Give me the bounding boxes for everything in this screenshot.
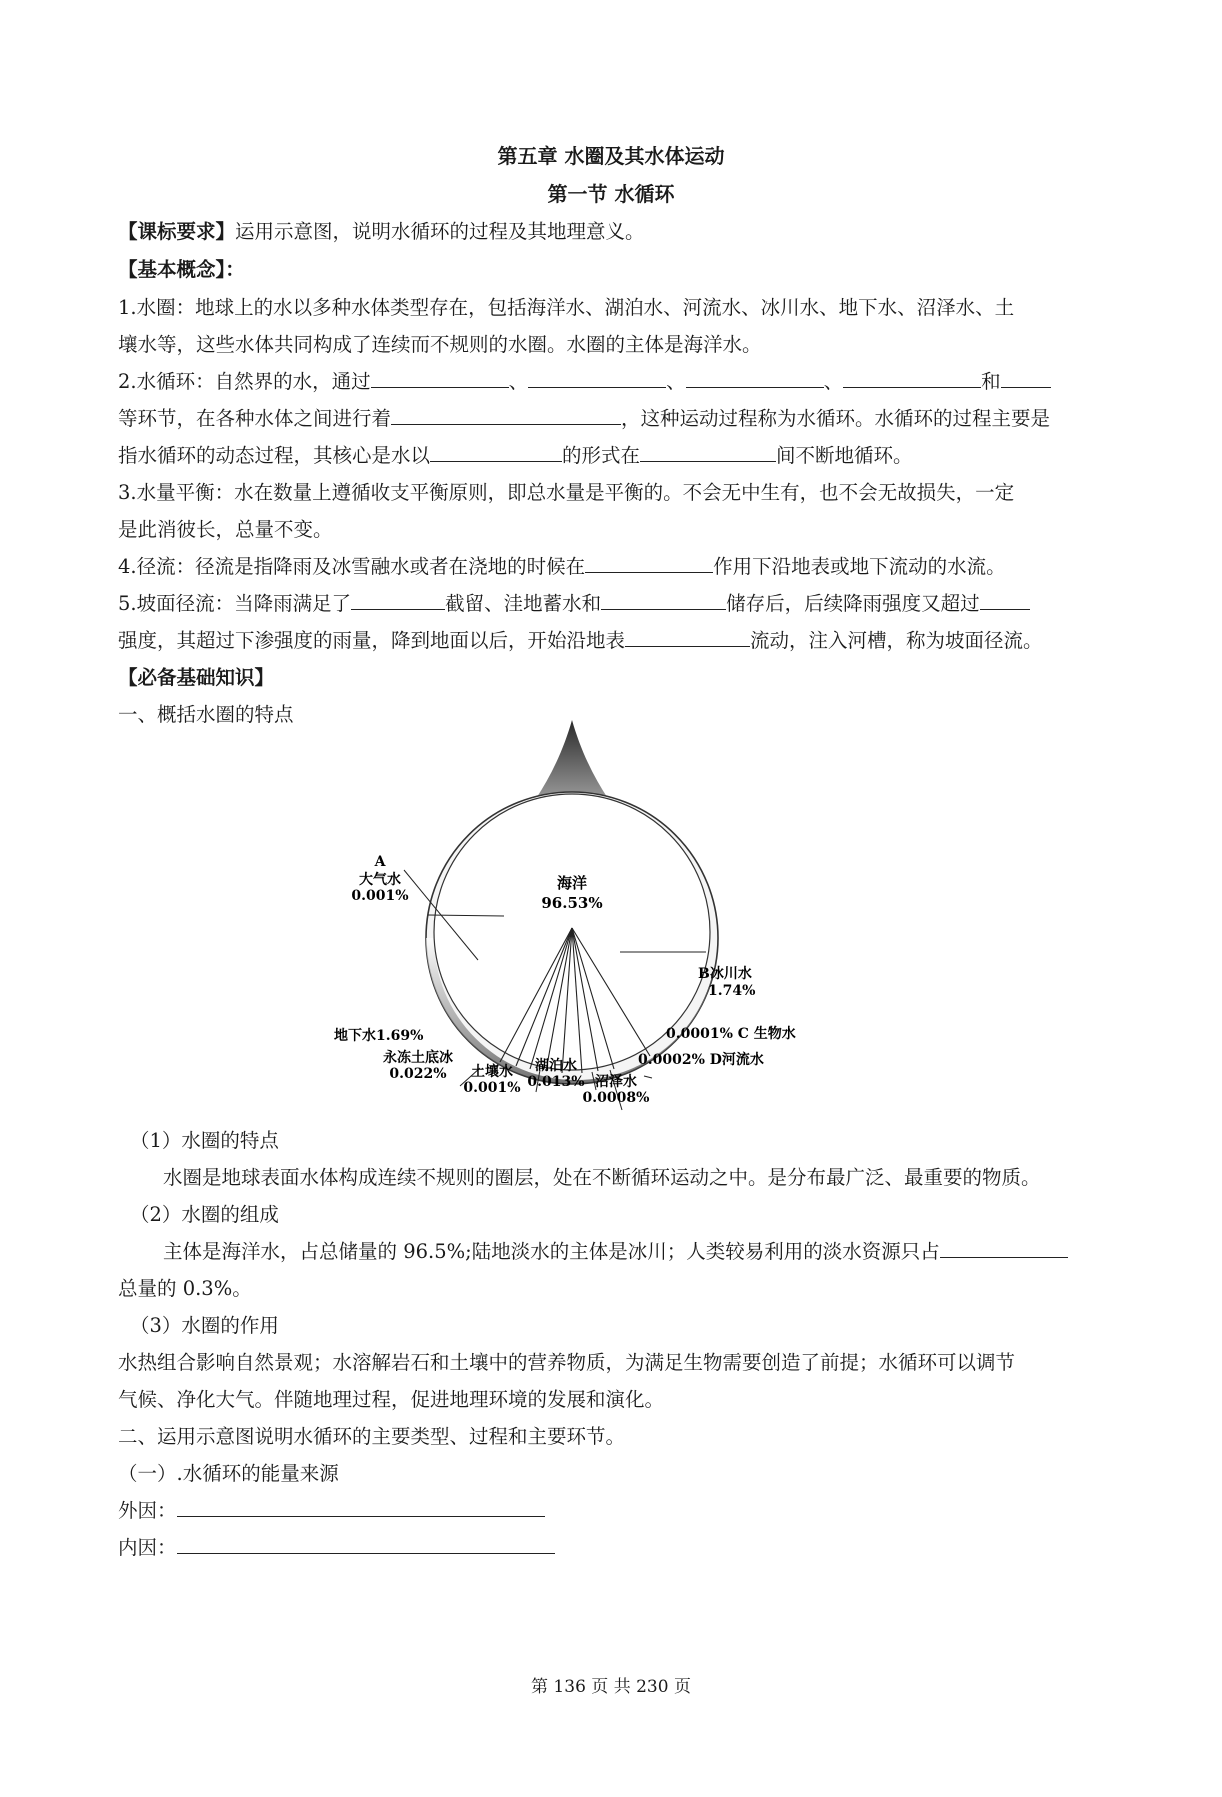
internal-cause-label: 内因： bbox=[118, 1536, 177, 1559]
permafrost-name: 永冻土底冰 bbox=[383, 1050, 453, 1066]
atmosphere-name: 大气水 bbox=[359, 872, 401, 888]
sub-2-text-line-2: 总量的 0.3%。 bbox=[118, 1277, 252, 1300]
sub-3-line-2: 气候、净化大气。伴随地理过程，促进地理环境的发展和演化。 bbox=[118, 1388, 665, 1411]
soil-value: 0.001% bbox=[463, 1080, 521, 1096]
concept-5-text: 储存后，后续降雨强度又超过 bbox=[726, 592, 980, 615]
fill-blank[interactable] bbox=[940, 1239, 1068, 1258]
sub-3-heading: （3）水圈的作用 bbox=[130, 1314, 279, 1337]
fill-blank[interactable] bbox=[601, 591, 726, 610]
requirement-label: 【课标要求】 bbox=[118, 220, 236, 243]
separator: 、 bbox=[666, 370, 686, 393]
permafrost-value: 0.022% bbox=[389, 1066, 447, 1082]
internal-cause-line bbox=[118, 1532, 555, 1560]
lake-name: 湖泊水 bbox=[535, 1058, 577, 1074]
fill-blank[interactable] bbox=[351, 591, 445, 610]
fill-blank[interactable] bbox=[391, 406, 621, 425]
basic-knowledge-label: 【必备基础知识】 bbox=[118, 666, 275, 689]
concept-2-text: 等环节，在各种水体之间进行着 bbox=[118, 407, 392, 430]
concept-2-text: ，这种运动过程称为水循环。水循环的过程主要是 bbox=[621, 407, 1051, 430]
fill-blank[interactable] bbox=[843, 369, 981, 388]
concept-3-line-1: 3.水量平衡：水在数量上遵循收支平衡原则，即总水量是平衡的。不会无中生有，也不会无故损失，一定 bbox=[118, 481, 1015, 504]
external-cause-line bbox=[118, 1495, 545, 1523]
concept-5-text: 截留、洼地蓄水和 bbox=[445, 592, 602, 615]
curriculum-requirement bbox=[118, 216, 645, 244]
part-2-heading: 二、运用示意图说明水循环的主要类型、过程和主要环节。 bbox=[118, 1425, 626, 1448]
concept-4-text: 4.径流：径流是指降雨及冰雪融水或者在浇地的时候在 bbox=[118, 555, 586, 578]
concept-4-text: 作用下沿地表或地下流动的水流。 bbox=[713, 555, 1006, 578]
concept-2-text: 间不断地循环。 bbox=[776, 444, 913, 467]
separator: 、 bbox=[823, 370, 844, 393]
biological-label: 0.0001% C 生物水 bbox=[666, 1026, 796, 1042]
concept-2-text: 2.水循环：自然界的水，通过 bbox=[118, 370, 371, 393]
fill-blank[interactable] bbox=[980, 591, 1030, 610]
concept-5-line-1 bbox=[118, 588, 1030, 616]
concept-2-line-2 bbox=[118, 403, 1050, 431]
part-1-heading: 一、概括水圈的特点 bbox=[118, 703, 294, 726]
atmosphere-value: 0.001% bbox=[351, 888, 409, 904]
chapter-title: 第五章 水圈及其水体运动 bbox=[497, 144, 725, 168]
swamp-name: 沼泽水 bbox=[595, 1074, 637, 1090]
concept-2-text: 的形式在 bbox=[562, 444, 641, 467]
concept-5-text: 5.坡面径流：当降雨满足了 bbox=[118, 592, 352, 615]
fill-blank[interactable] bbox=[371, 369, 509, 388]
ocean-value: 96.53% bbox=[541, 894, 603, 912]
sub-2-heading: （2）水圈的组成 bbox=[130, 1203, 279, 1226]
sub-1-heading: （1）水圈的特点 bbox=[130, 1129, 279, 1152]
fill-blank[interactable] bbox=[430, 443, 562, 462]
concept-2-line-3 bbox=[118, 440, 913, 468]
concept-1-line-1: 1.水圈：地球上的水以多种水体类型存在，包括海洋水、湖泊水、河流水、冰川水、地下水、沼泽水、土 bbox=[118, 296, 1015, 319]
concept-2-text: 指水循环的动态过程，其核心是水以 bbox=[118, 444, 431, 467]
concept-2-and: 和 bbox=[981, 370, 1001, 393]
groundwater-label: 地下水1.69% bbox=[334, 1028, 424, 1044]
fill-blank[interactable] bbox=[1001, 369, 1051, 388]
basic-concepts-label: 【基本概念】： bbox=[118, 258, 245, 281]
page-footer: 第 136 页 共 230 页 bbox=[531, 1677, 691, 1697]
concept-4 bbox=[118, 551, 1006, 579]
fill-blank[interactable] bbox=[585, 554, 713, 573]
concept-5-line-2 bbox=[118, 625, 1043, 653]
fill-blank[interactable] bbox=[686, 369, 824, 388]
glacier-value: 1.74% bbox=[708, 983, 756, 999]
fill-blank[interactable] bbox=[625, 628, 750, 647]
concept-1-line-2: 壤水等，这些水体共同构成了连续而不规则的水圈。水圈的主体是海洋水。 bbox=[118, 333, 762, 356]
swamp-value: 0.0008% bbox=[582, 1090, 650, 1106]
requirement-text: 运用示意图，说明水循环的过程及其地理意义。 bbox=[235, 220, 645, 243]
concept-3-line-2: 是此消彼长，总量不变。 bbox=[118, 518, 333, 541]
glacier-name: B冰川水 bbox=[698, 966, 752, 982]
internal-cause-blank[interactable] bbox=[177, 1535, 555, 1554]
river-label: 0.0002% D河流水 bbox=[638, 1052, 764, 1068]
sub-2-text: 主体是海洋水，占总储量的 96.5%;陆地淡水的主体是冰川；人类较易利用的淡水资源只占 bbox=[163, 1240, 940, 1263]
concept-5-text: 强度，其超过下渗强度的雨量，降到地面以后，开始沿地表 bbox=[118, 629, 626, 652]
lake-value: 0.013% bbox=[527, 1074, 585, 1090]
sub-2-text-line-1 bbox=[163, 1236, 1068, 1264]
ocean-name: 海洋 bbox=[556, 874, 588, 892]
fill-blank[interactable] bbox=[640, 443, 776, 462]
concept-5-text: 流动，注入河槽，称为坡面径流。 bbox=[750, 629, 1043, 652]
hydrosphere-diagram bbox=[334, 720, 840, 1120]
concept-2-line-1 bbox=[118, 366, 1051, 394]
part-2-sub-1: （一）.水循环的能量来源 bbox=[118, 1462, 339, 1485]
soil-name: 土壤水 bbox=[471, 1064, 513, 1080]
label-a: A bbox=[374, 854, 386, 870]
external-cause-label: 外因： bbox=[118, 1499, 177, 1522]
fill-blank[interactable] bbox=[528, 369, 666, 388]
external-cause-blank[interactable] bbox=[177, 1498, 545, 1517]
separator: 、 bbox=[508, 370, 529, 393]
sub-3-line-1: 水热组合影响自然景观；水溶解岩石和土壤中的营养物质，为满足生物需要创造了前提；水循环可以调节 bbox=[118, 1351, 1016, 1374]
section-title: 第一节 水循环 bbox=[547, 182, 675, 206]
sub-1-text: 水圈是地球表面水体构成连续不规则的圈层，处在不断循环运动之中。是分布最广泛、最重要的物质。 bbox=[163, 1166, 1041, 1189]
